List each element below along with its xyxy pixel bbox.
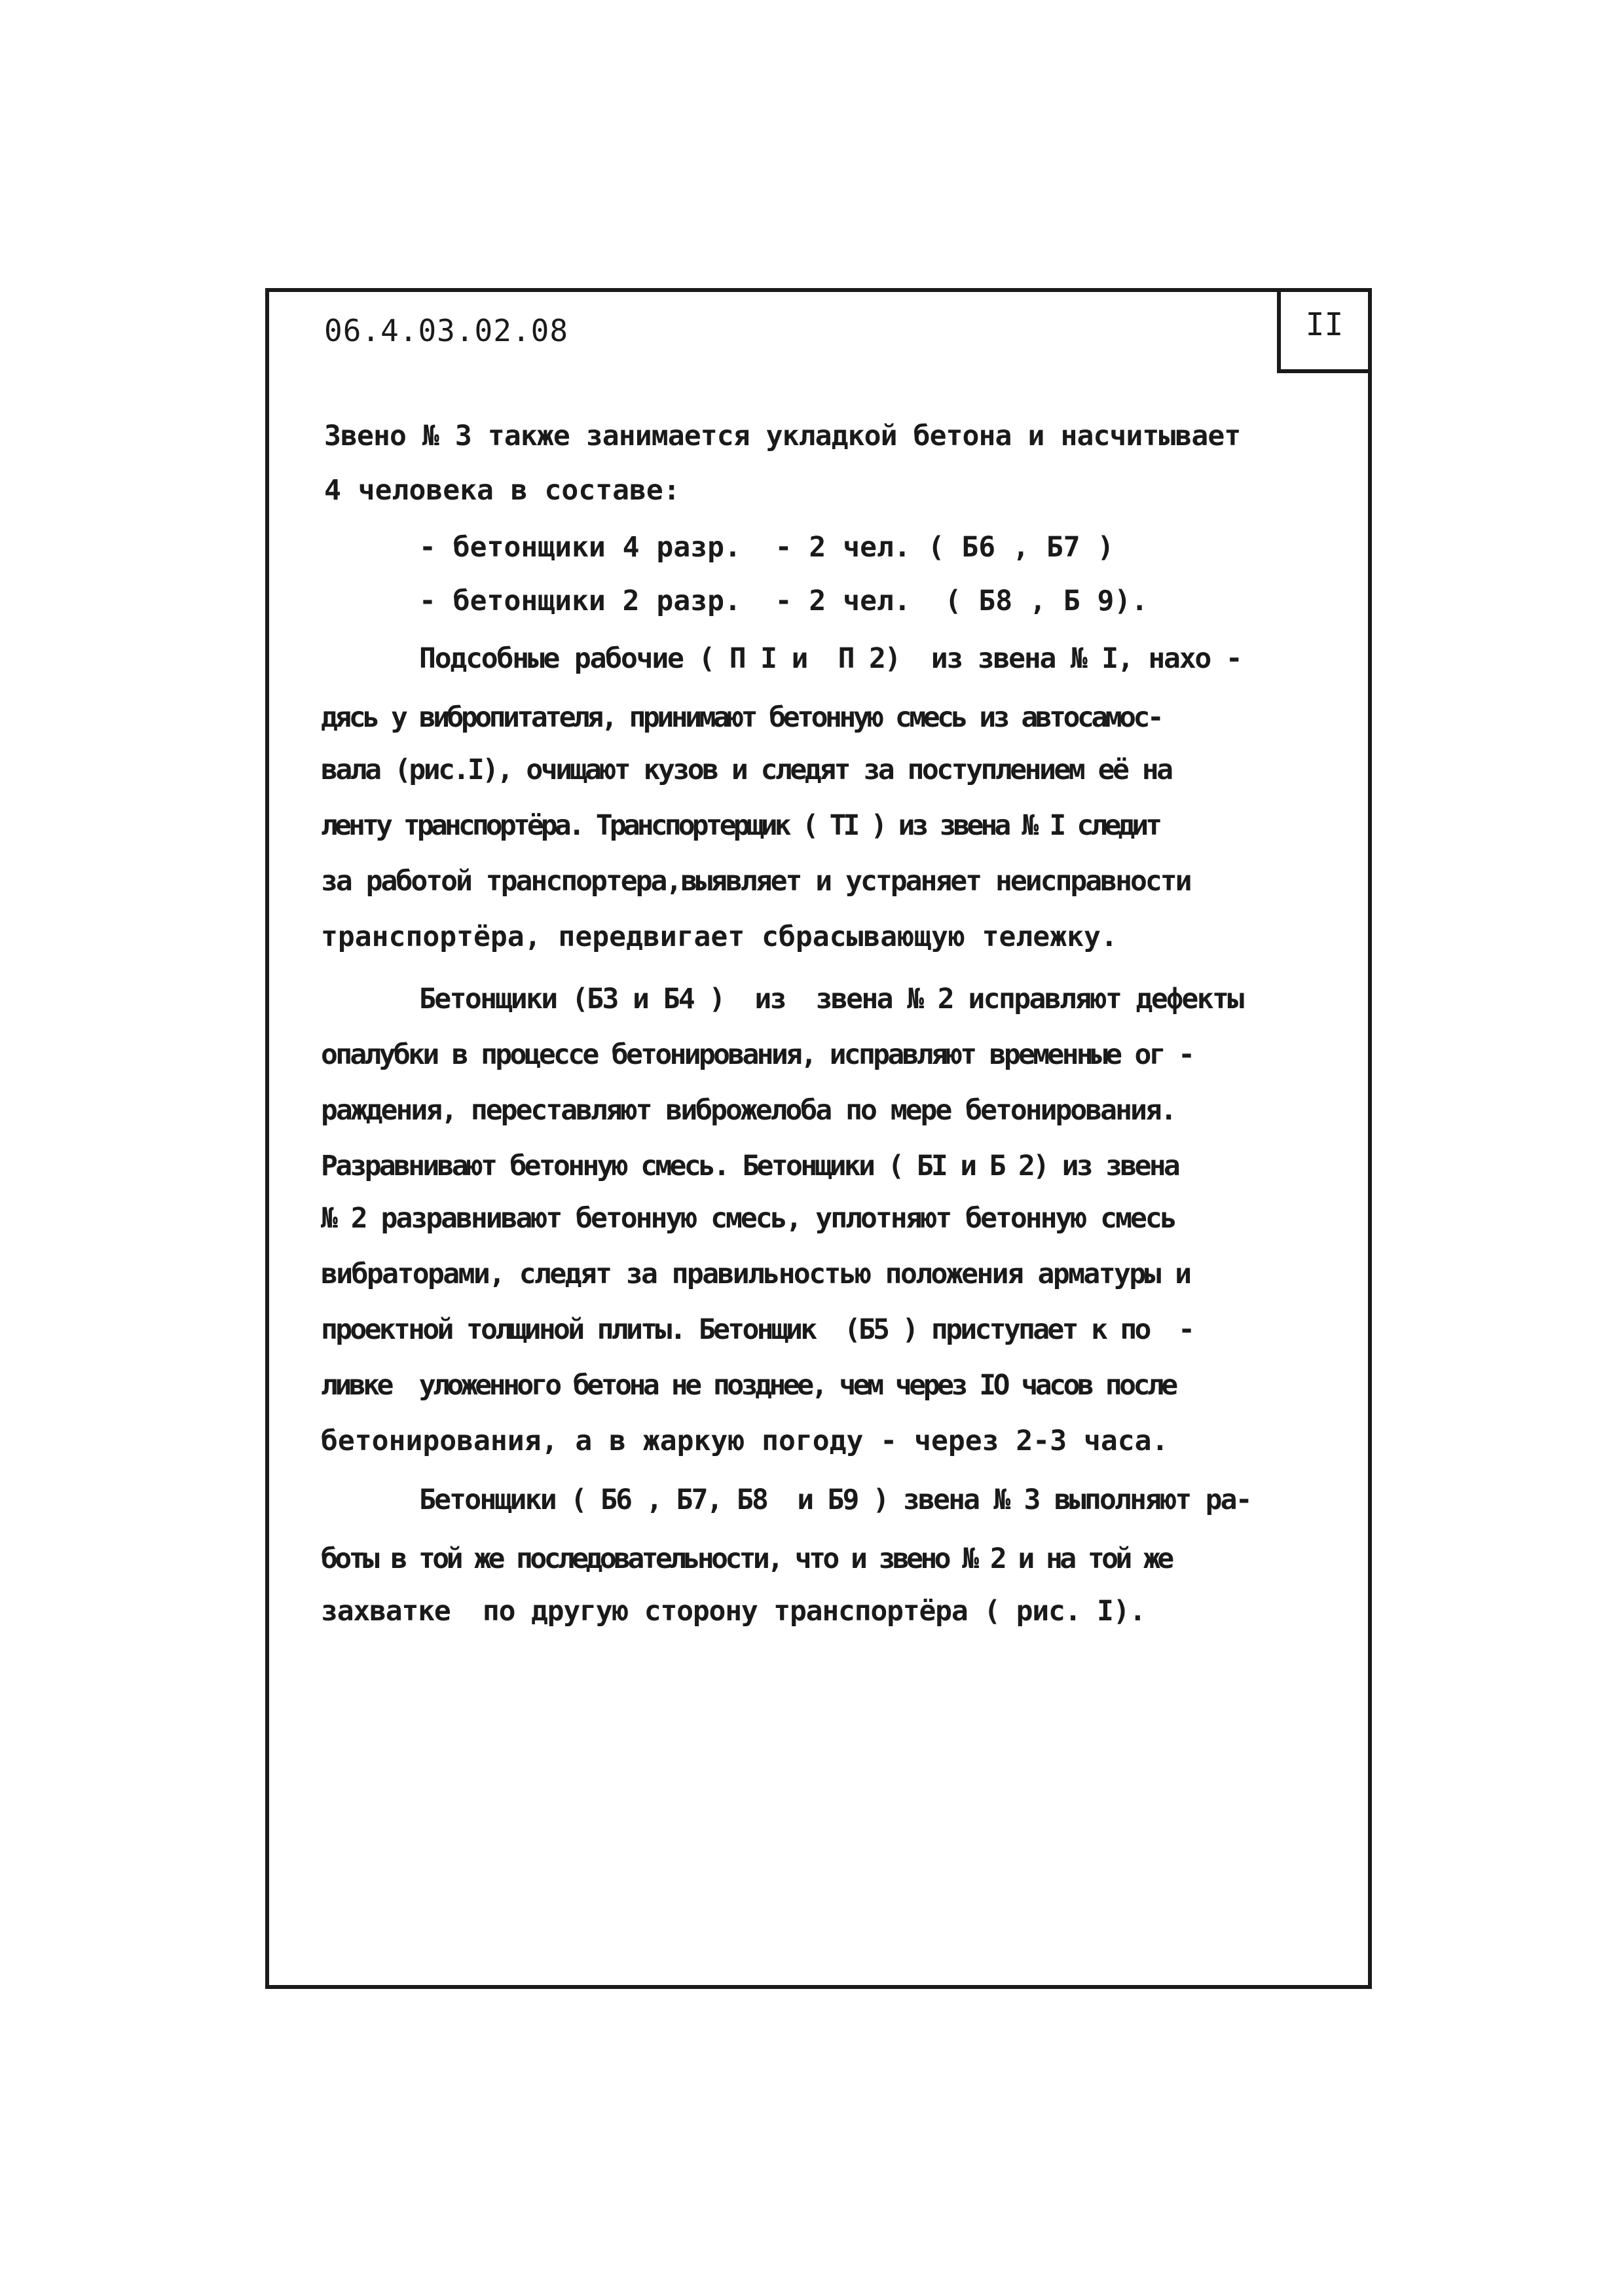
text-line: ливке уложенного бетона не позднее, чем через IO часов после — [321, 1369, 1175, 1402]
text-line: - бетонщики 4 разр. - 2 чел. ( Б6 , Б7 ) — [419, 531, 1115, 564]
text-line: Бетонщики ( Б6 , Б7, Б8 и Б9 ) звена № 3 выполняют ра- — [419, 1484, 1251, 1516]
text-line: за работой транспортера,выявляет и устраняет неисправности — [321, 865, 1190, 898]
text-line: вибраторами, следят за правильностью положения арматуры и — [321, 1258, 1190, 1290]
text-line: боты в той же последовательности, что и звено № 2 и на той же — [321, 1542, 1172, 1575]
text-line: бетонирования, а в жаркую погоду - через 2-3 часа. — [321, 1425, 1169, 1457]
text-line: - бетонщики 2 разр. - 2 чел. ( Б8 , Б 9). — [419, 585, 1149, 617]
page-number: II — [1305, 306, 1344, 343]
text-line: проектной толщиной плиты. Бетонщик (Б5 ) приступает к по - — [321, 1313, 1193, 1346]
text-line: № 2 разравнивают бетонную смесь, уплотняют бетонную смесь — [321, 1202, 1175, 1235]
text-line: Бетонщики (Б3 и Б4 ) из звена № 2 исправляют дефекты — [419, 983, 1243, 1015]
text-line: опалубки в процессе бетонирования, исправляют временные ог - — [321, 1038, 1193, 1071]
text-line: раждения, переставляют виброжелоба по мере бетонирования. — [321, 1094, 1175, 1127]
text-line: 4 человека в составе: — [324, 474, 680, 507]
text-line: дясь у вибропитателя, принимают бетонную смесь из автосамос- — [321, 701, 1162, 734]
text-line: Разравнивают бетонную смесь. Бетонщики ( БI и Б 2) из звена — [321, 1150, 1179, 1182]
text-line: захватке по другую сторону транспортёра ( рис. I). — [321, 1595, 1146, 1628]
text-line: транспортёра, передвигает сбрасывающую тележку. — [321, 920, 1118, 953]
text-line: вала (рис.I), очищают кузов и следят за поступлением её на — [321, 754, 1172, 786]
text-line: Подсобные рабочие ( П I и П 2) из звена № I, нахо - — [419, 642, 1242, 675]
document-code: 06.4.03.02.08 — [324, 313, 569, 348]
text-line: ленту транспортёра. Транспортерщик ( ТI ) из звена № I следит — [321, 809, 1160, 842]
text-line: Звено № 3 также занимается укладкой бетона и насчитывает — [324, 420, 1241, 452]
